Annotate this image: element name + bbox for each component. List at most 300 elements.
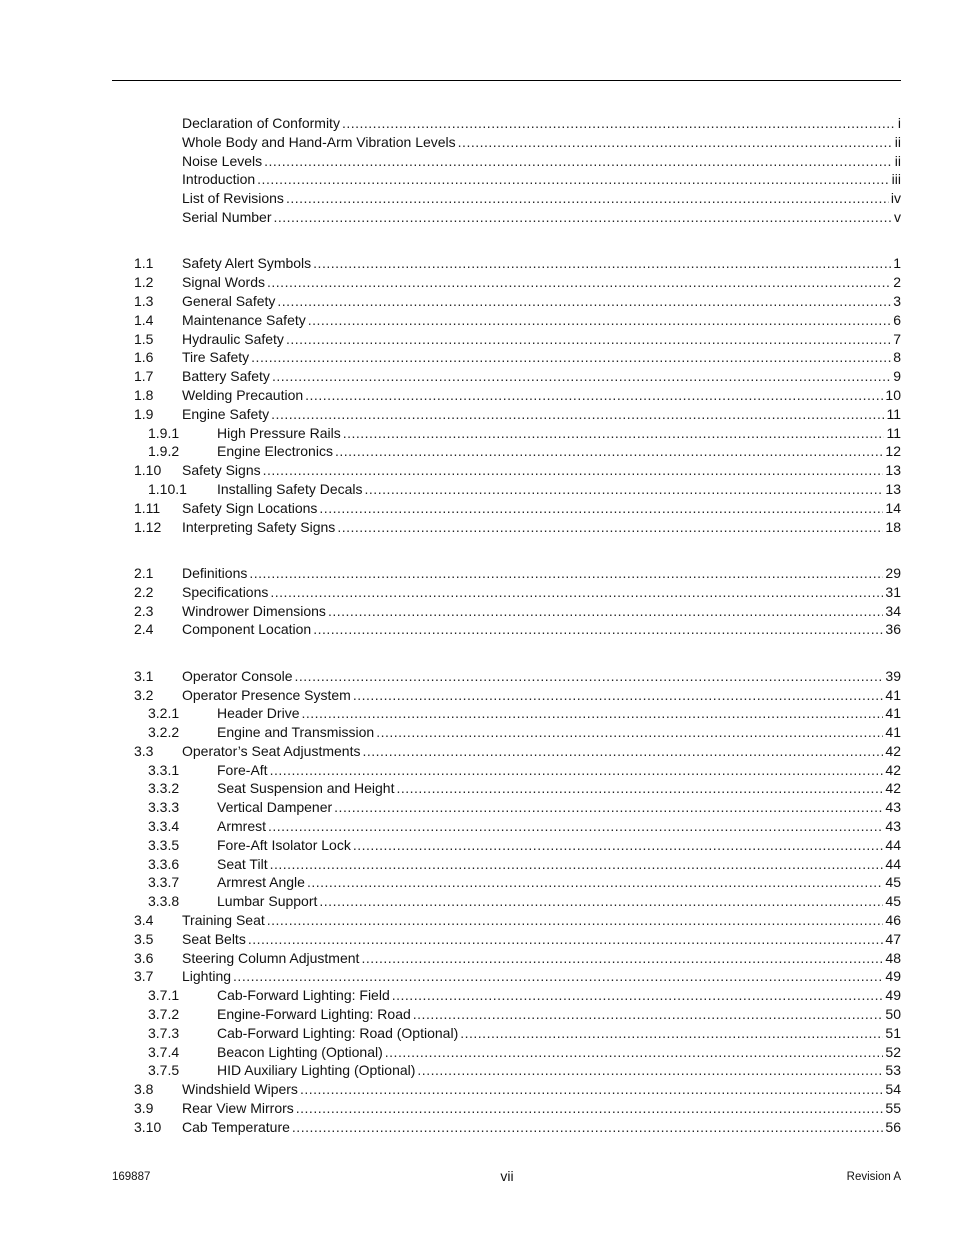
- toc-entry-page: 1: [893, 255, 901, 272]
- toc-entry[interactable]: [0, 330, 954, 349]
- toc-entry-line: [217, 1043, 901, 1062]
- toc-entry-title: List of Revisions: [182, 190, 284, 207]
- toc-entry-page: 36: [885, 621, 901, 638]
- toc-entry-title: Engine Safety: [182, 405, 270, 422]
- toc-entry[interactable]: [0, 424, 954, 443]
- dot-leader: [361, 949, 883, 968]
- toc-entry-line: [182, 254, 901, 273]
- toc-entry-page: 56: [885, 1118, 901, 1135]
- toc-entry-line: [182, 967, 901, 986]
- toc-entry-page: 11: [886, 424, 901, 441]
- toc-entry-number: 3.3.5: [148, 836, 180, 853]
- toc-entry-number: 2.2: [134, 583, 154, 600]
- toc-entry-title: Signal Words: [182, 274, 266, 291]
- toc-entry-title: Cab-Forward Lighting: Field: [217, 987, 390, 1004]
- toc-entry-number: 1.5: [134, 330, 154, 347]
- dot-leader: [362, 742, 883, 761]
- toc-entry-number: 1.1: [134, 255, 154, 272]
- toc-entry[interactable]: [0, 620, 954, 639]
- footer-page-number: vii: [500, 1168, 514, 1184]
- toc-entry-page: 13: [885, 462, 901, 479]
- toc-entry-title: Lumbar Support: [217, 893, 318, 910]
- dot-leader: [271, 405, 884, 424]
- toc-entry[interactable]: [0, 723, 954, 742]
- toc-entry-line: [182, 133, 901, 152]
- toc-entry[interactable]: [0, 114, 954, 133]
- toc-entry-number: 3.8: [134, 1081, 154, 1098]
- toc-entry-page: 13: [885, 480, 901, 497]
- toc-entry-line: [182, 686, 901, 705]
- toc-entry[interactable]: [0, 583, 954, 602]
- toc-entry-line: [182, 564, 901, 583]
- dot-leader: [248, 930, 884, 949]
- toc-entry-title: Fore-Aft: [217, 761, 268, 778]
- toc-entry[interactable]: [0, 367, 954, 386]
- toc-entry-number: 2.1: [134, 564, 154, 581]
- toc-entry-number: 3.7.1: [148, 987, 180, 1004]
- toc-entry-number: 3.4: [134, 912, 154, 929]
- toc-entry-page: iv: [890, 190, 901, 207]
- toc-entry-line: [217, 1005, 901, 1024]
- toc-entry-page: 42: [885, 780, 901, 797]
- toc-entry[interactable]: [0, 405, 954, 424]
- toc-entry-title: Declaration of Conformity: [182, 115, 340, 131]
- toc-entry-title: Definitions: [182, 564, 248, 581]
- toc-entry-number: 3.2.2: [148, 724, 180, 741]
- toc-entry-title: Seat Suspension and Height: [217, 780, 395, 797]
- toc-entry-line: [182, 114, 901, 133]
- toc-entry-line: [182, 273, 901, 292]
- toc-entry-number: 3.3: [134, 742, 154, 759]
- toc-entry-line: [182, 311, 901, 330]
- toc-entry-number: 2.3: [134, 602, 154, 619]
- toc-entry-line: [182, 518, 901, 537]
- dot-leader: [296, 1099, 884, 1118]
- dot-leader: [385, 1043, 884, 1062]
- toc-entry-title: Hydraulic Safety: [182, 330, 284, 347]
- toc-entry-page: 50: [885, 1006, 901, 1023]
- toc-entry-page: iii: [891, 171, 901, 188]
- toc-entry-page: 51: [885, 1024, 901, 1041]
- toc-entry-line: [217, 836, 901, 855]
- toc-entry[interactable]: [0, 1099, 954, 1118]
- toc-entry-page: 7: [893, 330, 901, 347]
- toc-entry-title: Seat Belts: [182, 930, 246, 947]
- toc-entry[interactable]: [0, 152, 954, 171]
- dot-leader: [270, 855, 884, 874]
- dot-leader: [277, 292, 891, 311]
- toc-entry-title: Safety Alert Symbols: [182, 255, 312, 272]
- toc-entry[interactable]: [0, 133, 954, 152]
- dot-leader: [319, 499, 883, 518]
- toc-entry-page: 11: [886, 405, 901, 422]
- toc-entry[interactable]: [0, 798, 954, 817]
- toc-entry-line: [217, 986, 901, 1005]
- table-of-contents: [0, 114, 954, 1164]
- toc-entry-page: 54: [885, 1081, 901, 1098]
- toc-entry[interactable]: [0, 761, 954, 780]
- toc-entry-line: [182, 330, 901, 349]
- toc-entry[interactable]: [0, 208, 954, 227]
- toc-entry-page: 49: [885, 987, 901, 1004]
- dot-leader: [334, 798, 883, 817]
- toc-entry-line: [182, 348, 901, 367]
- toc-entry-title: Training Seat: [182, 912, 265, 929]
- toc-entry-page: 39: [885, 667, 901, 684]
- toc-entry[interactable]: [0, 1080, 954, 1099]
- dot-leader: [251, 348, 891, 367]
- toc-entry-page: 48: [885, 949, 901, 966]
- toc-entry-line: [217, 892, 901, 911]
- toc-entry[interactable]: [0, 189, 954, 208]
- toc-entry-line: [217, 442, 901, 461]
- toc-entry-page: 3: [893, 292, 901, 309]
- toc-entry-title: Cab-Forward Lighting: Road (Optional): [217, 1024, 459, 1041]
- toc-entry-title: Steering Column Adjustment: [182, 949, 360, 966]
- dot-leader: [458, 133, 893, 152]
- dot-leader: [270, 761, 884, 780]
- toc-entry-page: 44: [885, 855, 901, 872]
- toc-entry[interactable]: [0, 564, 954, 583]
- toc-entry-line: [217, 873, 901, 892]
- toc-entry[interactable]: [0, 873, 954, 892]
- toc-entry-title: Safety Signs: [182, 462, 261, 479]
- toc-entry[interactable]: [0, 499, 954, 518]
- toc-entry-number: 1.9.2: [148, 443, 180, 460]
- dot-leader: [307, 873, 883, 892]
- toc-entry-number: 1.6: [134, 349, 154, 366]
- toc-entry-line: [217, 817, 901, 836]
- toc-entry[interactable]: [0, 967, 954, 986]
- dot-leader: [286, 189, 889, 208]
- toc-entry-line: [217, 480, 901, 499]
- dot-leader: [308, 311, 891, 330]
- toc-entry-title: Welding Precaution: [182, 386, 304, 403]
- toc-entry-title: Engine and Transmission: [217, 724, 375, 741]
- toc-entry-line: [182, 667, 901, 686]
- toc-entry-title: Tire Safety: [182, 349, 250, 366]
- dot-leader: [353, 686, 884, 705]
- toc-group: [0, 564, 954, 639]
- toc-entry-number: 3.3.3: [148, 799, 180, 816]
- toc-entry-title: Vertical Dampener: [217, 799, 333, 816]
- toc-entry-line: [182, 292, 901, 311]
- toc-entry-title: Interpreting Safety Signs: [182, 518, 336, 535]
- footer-revision: Revision A: [846, 1171, 901, 1183]
- dot-leader: [301, 704, 883, 723]
- toc-entry-title: Installing Safety Decals: [217, 480, 363, 497]
- toc-entry-number: 1.9: [134, 405, 154, 422]
- toc-entry-page: 18: [885, 518, 901, 535]
- dot-leader: [267, 273, 891, 292]
- toc-entry-title: Armrest Angle: [217, 874, 305, 891]
- toc-entry-page: 41: [885, 686, 901, 703]
- toc-entry-page: 34: [885, 602, 901, 619]
- dot-leader: [417, 1061, 883, 1080]
- toc-entry-number: 3.7.4: [148, 1043, 180, 1060]
- toc-entry-number: 3.3.8: [148, 893, 180, 910]
- toc-entry-number: 1.10: [134, 462, 162, 479]
- toc-entry[interactable]: [0, 892, 954, 911]
- toc-entry-page: ii: [894, 133, 901, 150]
- toc-entry-line: [182, 1099, 901, 1118]
- toc-entry-page: 10: [885, 386, 901, 403]
- dot-leader: [268, 817, 883, 836]
- toc-entry-page: 43: [885, 818, 901, 835]
- toc-entry-title: Engine-Forward Lighting: Road: [217, 1006, 411, 1023]
- toc-entry-line: [182, 583, 901, 602]
- dot-leader: [319, 892, 883, 911]
- toc-entry-number: 3.6: [134, 949, 154, 966]
- toc-entry-line: [182, 742, 901, 761]
- toc-entry-page: 47: [885, 930, 901, 947]
- toc-entry[interactable]: [0, 518, 954, 537]
- toc-entry-line: [182, 170, 901, 189]
- dot-leader: [263, 461, 884, 480]
- toc-entry-page: 29: [885, 564, 901, 581]
- toc-entry-title: Beacon Lighting (Optional): [217, 1043, 383, 1060]
- toc-entry-number: 3.7.5: [148, 1062, 180, 1079]
- toc-entry-title: Engine Electronics: [217, 443, 333, 460]
- toc-entry[interactable]: [0, 855, 954, 874]
- toc-entry-number: 2.4: [134, 621, 154, 638]
- toc-entry-page: 41: [885, 705, 901, 722]
- toc-entry-number: 3.7.2: [148, 1006, 180, 1023]
- toc-entry-number: 1.2: [134, 274, 154, 291]
- toc-entry-number: 1.9.1: [148, 424, 180, 441]
- toc-entry[interactable]: [0, 986, 954, 1005]
- toc-entry-title: Armrest: [217, 818, 266, 835]
- toc-entry-page: 46: [885, 912, 901, 929]
- toc-entry-number: 3.10: [134, 1118, 162, 1135]
- toc-entry-page: 53: [885, 1062, 901, 1079]
- toc-entry-line: [217, 1061, 901, 1080]
- toc-entry[interactable]: [0, 817, 954, 836]
- toc-entry[interactable]: [0, 1024, 954, 1043]
- toc-entry-title: Operator Console: [182, 667, 293, 684]
- toc-entry-line: [217, 704, 901, 723]
- toc-entry-page: 9: [893, 368, 901, 385]
- toc-entry[interactable]: [0, 170, 954, 189]
- toc-entry-line: [217, 424, 901, 443]
- toc-entry[interactable]: [0, 1061, 954, 1080]
- toc-entry[interactable]: [0, 836, 954, 855]
- dot-leader: [313, 254, 891, 273]
- toc-entry-page: 6: [893, 311, 901, 328]
- toc-entry-number: 3.2: [134, 686, 154, 703]
- toc-entry[interactable]: [0, 602, 954, 621]
- dot-leader: [365, 480, 884, 499]
- toc-entry-line: [182, 386, 901, 405]
- toc-group: [0, 667, 954, 1137]
- toc-entry[interactable]: [0, 292, 954, 311]
- toc-entry-line: [182, 930, 901, 949]
- toc-entry[interactable]: [0, 348, 954, 367]
- dot-leader: [413, 1005, 884, 1024]
- toc-entry-number: 3.2.1: [148, 705, 180, 722]
- dot-leader: [233, 967, 883, 986]
- toc-entry-title: Maintenance Safety: [182, 311, 306, 328]
- toc-group: [0, 114, 954, 227]
- toc-entry-title: Operator Presence System: [182, 686, 351, 703]
- toc-entry-number: 3.1: [134, 667, 154, 684]
- toc-entry-line: [182, 1118, 901, 1137]
- toc-entry-title: High Pressure Rails: [217, 424, 341, 441]
- toc-entry-line: [182, 911, 901, 930]
- toc-entry-number: 1.3: [134, 292, 154, 309]
- toc-entry-number: 3.3.6: [148, 855, 180, 872]
- dot-leader: [272, 367, 891, 386]
- toc-entry-line: [182, 152, 901, 171]
- toc-entry-page: 55: [885, 1100, 901, 1117]
- toc-entry[interactable]: [0, 779, 954, 798]
- toc-entry-title: Cab Temperature: [182, 1118, 290, 1135]
- toc-entry-page: v: [894, 208, 901, 225]
- toc-entry-title: Header Drive: [217, 705, 300, 722]
- toc-entry-title: Lighting: [182, 968, 232, 985]
- toc-entry[interactable]: [0, 273, 954, 292]
- dot-leader: [257, 170, 889, 189]
- header-rule: [112, 80, 901, 81]
- toc-entry[interactable]: [0, 442, 954, 461]
- toc-entry-page: 52: [885, 1043, 901, 1060]
- toc-group: [0, 254, 954, 536]
- dot-leader: [305, 386, 883, 405]
- dot-leader: [343, 424, 885, 443]
- toc-entry[interactable]: [0, 1005, 954, 1024]
- toc-entry-page: 43: [885, 799, 901, 816]
- toc-entry-line: [217, 855, 901, 874]
- dot-leader: [249, 564, 883, 583]
- toc-entry-page: i: [897, 115, 901, 131]
- toc-entry-title: General Safety: [182, 292, 276, 309]
- dot-leader: [267, 911, 884, 930]
- toc-entry-page: 2: [893, 274, 901, 291]
- toc-entry-line: [217, 798, 901, 817]
- toc-entry-number: 3.3.2: [148, 780, 180, 797]
- footer-doc-number: 169887: [112, 1171, 151, 1183]
- toc-entry[interactable]: [0, 311, 954, 330]
- dot-leader: [353, 836, 884, 855]
- dot-leader: [273, 208, 892, 227]
- toc-entry-number: 1.12: [134, 518, 162, 535]
- dot-leader: [460, 1024, 883, 1043]
- toc-entry[interactable]: [0, 386, 954, 405]
- toc-entry[interactable]: [0, 1118, 954, 1137]
- dot-leader: [392, 986, 884, 1005]
- toc-entry-page: 45: [885, 893, 901, 910]
- toc-entry-line: [182, 1080, 901, 1099]
- toc-entry-title: Battery Safety: [182, 368, 270, 385]
- toc-entry[interactable]: [0, 461, 954, 480]
- toc-entry-title: Windrower Dimensions: [182, 602, 326, 619]
- toc-entry-title: Specifications: [182, 583, 269, 600]
- toc-entry-line: [182, 499, 901, 518]
- toc-entry-page: 41: [885, 724, 901, 741]
- toc-entry-page: 45: [885, 874, 901, 891]
- toc-entry-title: Seat Tilt: [217, 855, 268, 872]
- toc-entry-line: [217, 723, 901, 742]
- toc-entry-line: [182, 602, 901, 621]
- toc-entry[interactable]: [0, 254, 954, 273]
- dot-leader: [286, 330, 891, 349]
- dot-leader: [396, 779, 883, 798]
- toc-entry-line: [182, 405, 901, 424]
- toc-entry-number: 3.9: [134, 1100, 154, 1117]
- dot-leader: [300, 1080, 883, 1099]
- dot-leader: [342, 114, 896, 133]
- toc-entry-page: 12: [885, 443, 901, 460]
- toc-entry-number: 3.7: [134, 968, 154, 985]
- toc-entry-title: Safety Sign Locations: [182, 499, 318, 516]
- dot-leader: [337, 518, 883, 537]
- toc-entry-title: Component Location: [182, 621, 312, 638]
- toc-entry-number: 1.8: [134, 386, 154, 403]
- toc-entry-title: Whole Body and Hand-Arm Vibration Levels: [182, 133, 456, 150]
- dot-leader: [376, 723, 883, 742]
- toc-entry-number: 1.7: [134, 368, 154, 385]
- dot-leader: [335, 442, 883, 461]
- toc-entry-title: Rear View Mirrors: [182, 1100, 294, 1117]
- toc-entry-title: Introduction: [182, 171, 256, 188]
- toc-entry-title: Operator’s Seat Adjustments: [182, 742, 361, 759]
- toc-entry-page: 14: [885, 499, 901, 516]
- toc-entry-line: [182, 208, 901, 227]
- toc-entry[interactable]: [0, 911, 954, 930]
- dot-leader: [292, 1118, 884, 1137]
- toc-entry-number: 3.7.3: [148, 1024, 180, 1041]
- toc-entry-number: 1.11: [134, 499, 161, 516]
- toc-entry-line: [217, 779, 901, 798]
- toc-entry-line: [182, 189, 901, 208]
- dot-leader: [313, 620, 883, 639]
- toc-entry-number: 1.4: [134, 311, 154, 328]
- toc-entry-number: 1.10.1: [148, 480, 187, 497]
- toc-entry-page: 8: [893, 349, 901, 366]
- toc-entry[interactable]: [0, 686, 954, 705]
- toc-entry-line: [217, 1024, 901, 1043]
- toc-entry[interactable]: [0, 704, 954, 723]
- toc-entry-page: 31: [885, 583, 901, 600]
- toc-entry-number: 3.5: [134, 930, 154, 947]
- toc-entry-line: [182, 367, 901, 386]
- toc-entry-page: 42: [885, 742, 901, 759]
- toc-entry-page: ii: [894, 152, 901, 169]
- toc-entry-line: [182, 461, 901, 480]
- dot-leader: [264, 152, 893, 171]
- toc-entry-line: [182, 949, 901, 968]
- toc-entry-title: Serial Number: [182, 208, 272, 225]
- toc-entry[interactable]: [0, 1043, 954, 1062]
- toc-entry[interactable]: [0, 667, 954, 686]
- toc-entry-page: 42: [885, 761, 901, 778]
- toc-entry-page: 49: [885, 968, 901, 985]
- dot-leader: [270, 583, 883, 602]
- toc-entry-number: 3.3.4: [148, 818, 180, 835]
- toc-entry[interactable]: [0, 949, 954, 968]
- toc-entry[interactable]: [0, 742, 954, 761]
- toc-entry-page: 44: [885, 836, 901, 853]
- toc-entry-number: 3.3.7: [148, 874, 180, 891]
- toc-entry[interactable]: [0, 480, 954, 499]
- toc-entry-number: 3.3.1: [148, 761, 180, 778]
- toc-entry-title: Fore-Aft Isolator Lock: [217, 836, 351, 853]
- dot-leader: [328, 602, 883, 621]
- toc-entry-title: Windshield Wipers: [182, 1081, 298, 1098]
- toc-entry-line: [182, 620, 901, 639]
- toc-entry-title: Noise Levels: [182, 152, 263, 169]
- toc-entry[interactable]: [0, 930, 954, 949]
